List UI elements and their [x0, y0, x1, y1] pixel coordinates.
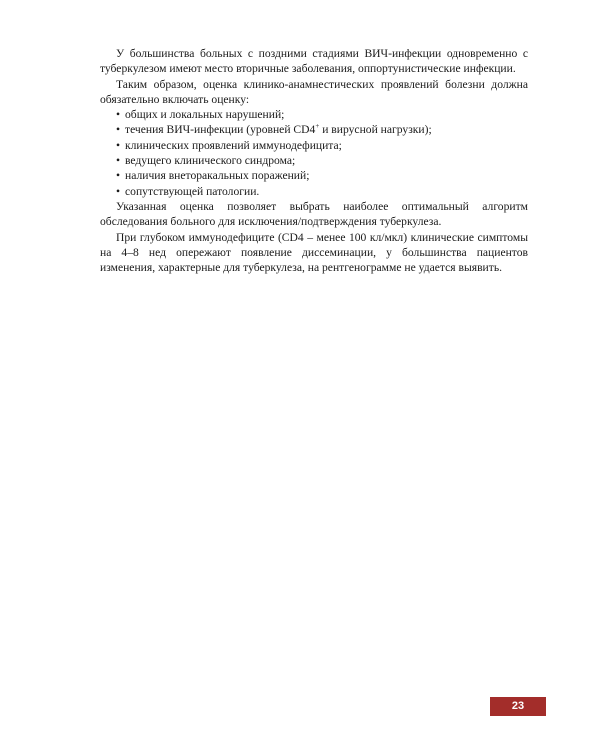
bullet-icon: •	[116, 108, 121, 122]
paragraph-assessment-intro: Таким образом, оценка клинико-анамнестических проявлений болезни должна обязательно включать оценку:	[100, 77, 528, 106]
page-number: 23	[490, 697, 546, 716]
list-item	[100, 184, 528, 199]
paragraph-deep-immunodeficiency: При глубоком иммунодефиците (CD4 – менее 100 кл/мкл) клинические симптомы на 4–8 нед опережают появление диссеминации, у большинства пациентов изменения, характерные для туберкулеза, на рентгенограмме не удается выявить.	[100, 230, 528, 275]
bullet-icon: •	[116, 138, 121, 152]
list-item	[100, 138, 528, 153]
list-item	[100, 153, 528, 168]
list-item-text: ведущего клинического синдрома;	[125, 154, 296, 168]
list-item-text: течения ВИЧ-инфекции (уровней CD4	[125, 123, 316, 137]
list-item	[100, 122, 528, 137]
paragraph-hiv-secondary-diseases: У большинства больных с поздними стадиями ВИЧ-инфекции одновременно с туберкулезом имеют место вторичные заболевания, оппортунистические инфекции.	[100, 47, 528, 76]
list-item-text: сопутствующей патологии.	[125, 184, 260, 198]
list-item-text: общих и локальных нарушений;	[125, 108, 285, 122]
superscript-plus: +	[315, 122, 320, 131]
bullet-icon: •	[116, 123, 121, 137]
list-item-text: наличия внеторакальных поражений;	[125, 169, 310, 183]
list-item	[100, 107, 528, 122]
list-item	[100, 168, 528, 183]
page-body	[100, 46, 528, 275]
paragraph-algorithm-choice: Указанная оценка позволяет выбрать наиболее оптимальный алгоритм обследования больного для исключения/подтверждения туберкулеза.	[100, 199, 528, 229]
list-item-text: клинических проявлений иммунодефицита;	[125, 138, 342, 152]
assessment-criteria-list	[100, 107, 528, 199]
bullet-icon: •	[116, 169, 121, 183]
bullet-icon: •	[116, 184, 121, 198]
list-item-text-continued: и вирусной нагрузки);	[319, 123, 432, 137]
bullet-icon: •	[116, 154, 121, 168]
